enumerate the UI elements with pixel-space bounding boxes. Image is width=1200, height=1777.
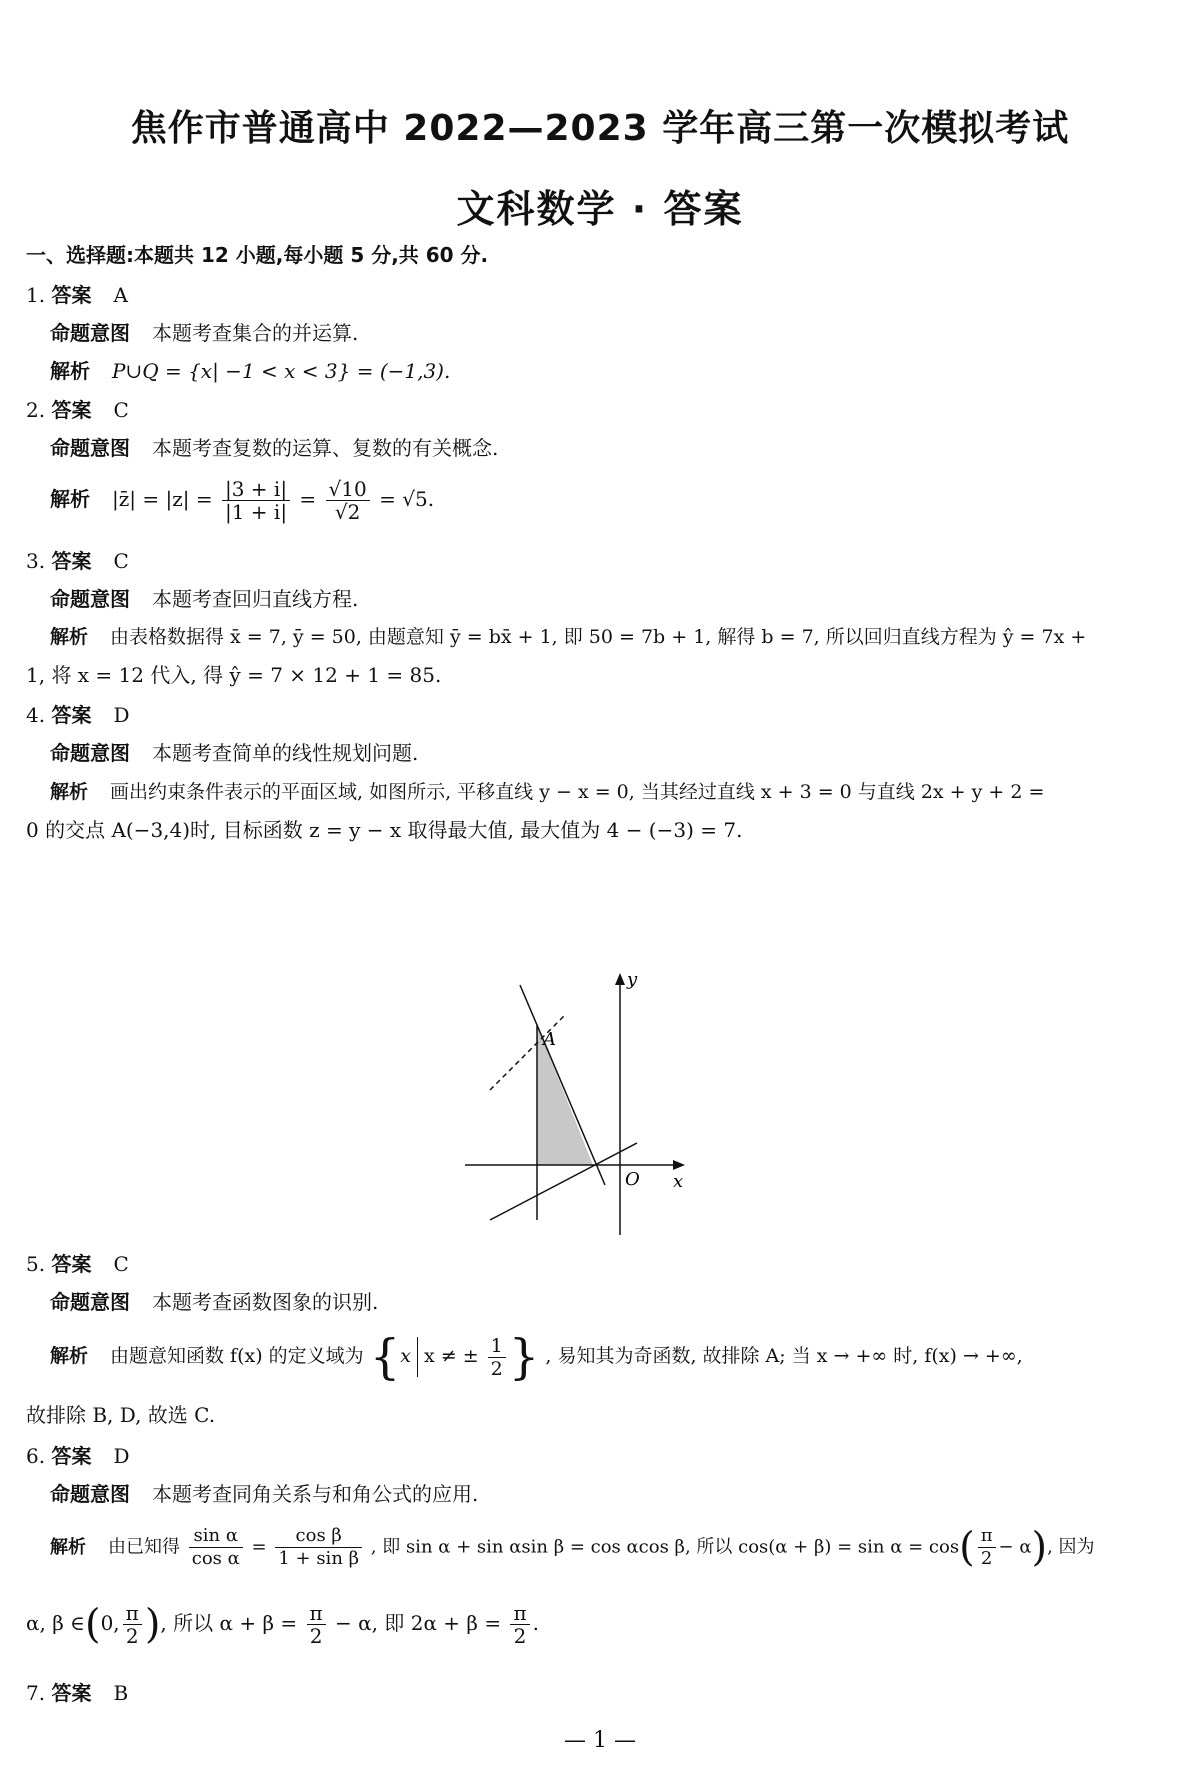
q4-intent-row: 命题意图 本题考查简单的线性规划问题. <box>50 741 419 765</box>
q3-analysis-cont: 1, 将 x = 12 代入, 得 ŷ = 7 × 12 + 1 = 85. <box>26 663 442 687</box>
q3-analysis-row: 解析 由表格数据得 x̄ = 7, ȳ = 50, 由题意知 ȳ = bx̄ + 1, 即 50 = 7b + 1, 解得 b = 7, 所以回归直线方程为 ŷ = 7x + <box>50 626 1087 648</box>
q7-answer-row: 7. 答案 B <box>26 1681 129 1705</box>
q6-intent-row: 命题意图 本题考查同角关系与和角公式的应用. <box>50 1482 479 1506</box>
q5-answer-row: 5. 答案 C <box>26 1252 129 1276</box>
q6-analysis-row: 解析 由已知得 $\frac{\text{sin α}}{\text{cos α}}$ = $\frac{\text{cos β}}{\text{1 + sin β}}$ , 即 sin α + sin αsin β = cos αcos β, 所以 cos(α + β) = sin α = cos( $\frac{\pi}{2}$ − α), 因为 <box>50 1524 1095 1571</box>
q6-analysis-cont: α, β ∈(0, $\frac{\pi}{2}$ ), 所以 α + β = $\frac{\pi}{2}$ − α, 即 2α + β = $\frac{\pi}{2}$ . <box>26 1601 539 1648</box>
q5-analysis-row: 解析 由题意知函数 f(x) 的定义域为 {x x ≠ ± $\frac{1}{2}$ } , 易知其为奇函数, 故排除 A; 当 x → +∞ 时, f(x) → +∞, <box>50 1329 1023 1385</box>
fraction: $\frac{\pi}{2}$ <box>123 1602 142 1647</box>
y-axis-label: y <box>627 969 638 990</box>
q1-answer-row: 1. 答案 A <box>26 283 128 307</box>
q4-analysis-row: 解析 画出约束条件表示的平面区域, 如图所示, 平移直线 y − x = 0, 当其经过直线 x + 3 = 0 与直线 2x + y + 2 = <box>50 781 1045 803</box>
y-axis-arrow <box>615 973 625 985</box>
origin-label: O <box>625 1169 640 1190</box>
q1-intent-row: 命题意图 本题考查集合的并运算. <box>50 321 359 345</box>
q1-analysis-row: 解析 P∪Q = {x| −1 < x < 3} = (−1,3). <box>50 359 451 383</box>
q6-answer-row: 6. 答案 D <box>26 1444 130 1468</box>
section-heading: 一、选择题:本题共 12 小题,每小题 5 分,共 60 分. <box>26 243 489 267</box>
q2-intent-row: 命题意图 本题考查复数的运算、复数的有关概念. <box>50 436 499 460</box>
q3-intent-row: 命题意图 本题考查回归直线方程. <box>50 587 359 611</box>
fraction: $\frac{\pi}{2}$ <box>510 1602 529 1647</box>
q5-analysis-cont: 故排除 B, D, 故选 C. <box>26 1403 216 1427</box>
q2-answer-row: 2. 答案 C <box>26 398 129 422</box>
x-axis-label: x <box>673 1171 684 1192</box>
fraction: $\frac{1}{2}$ <box>488 1335 506 1380</box>
page-number: — 1 — <box>564 1728 636 1753</box>
fraction: $\frac{\text{cos β}}{\text{1 + sin β}}$ <box>275 1525 362 1570</box>
fraction: $\frac{\pi}{2}$ <box>307 1602 326 1647</box>
q3-answer-row: 3. 答案 C <box>26 549 129 573</box>
fraction: $\frac{|3 + i|}{|1 + i|}$ <box>222 478 290 523</box>
page-title: 焦作市普通高中 2022—2023 学年高三第一次模拟考试 <box>130 108 1070 149</box>
q5-intent-row: 命题意图 本题考查函数图象的识别. <box>50 1290 379 1314</box>
fraction: $\frac{\pi}{2}$ <box>978 1525 996 1570</box>
page-subtitle: 文科数学 · 答案 <box>456 187 744 231</box>
q4-answer-row: 4. 答案 D <box>26 703 130 727</box>
q4-analysis-cont: 0 的交点 A(−3,4)时, 目标函数 z = y − x 取得最大值, 最大值为 4 − (−3) = 7. <box>26 818 743 842</box>
fraction: $\frac{\text{sin α}}{\text{cos α}}$ <box>189 1525 243 1570</box>
feasible-region-figure <box>465 965 735 1235</box>
x-axis-arrow <box>673 1160 685 1170</box>
q2-analysis-row: 解析 |z̄| = |z| = $\frac{|3 + i|}{|1 + i|}$ = $\frac{√10}{√2}$ = √5. <box>50 477 435 524</box>
fraction: $\frac{√10}{√2}$ <box>326 478 370 523</box>
point-a-label: A <box>543 1029 556 1050</box>
